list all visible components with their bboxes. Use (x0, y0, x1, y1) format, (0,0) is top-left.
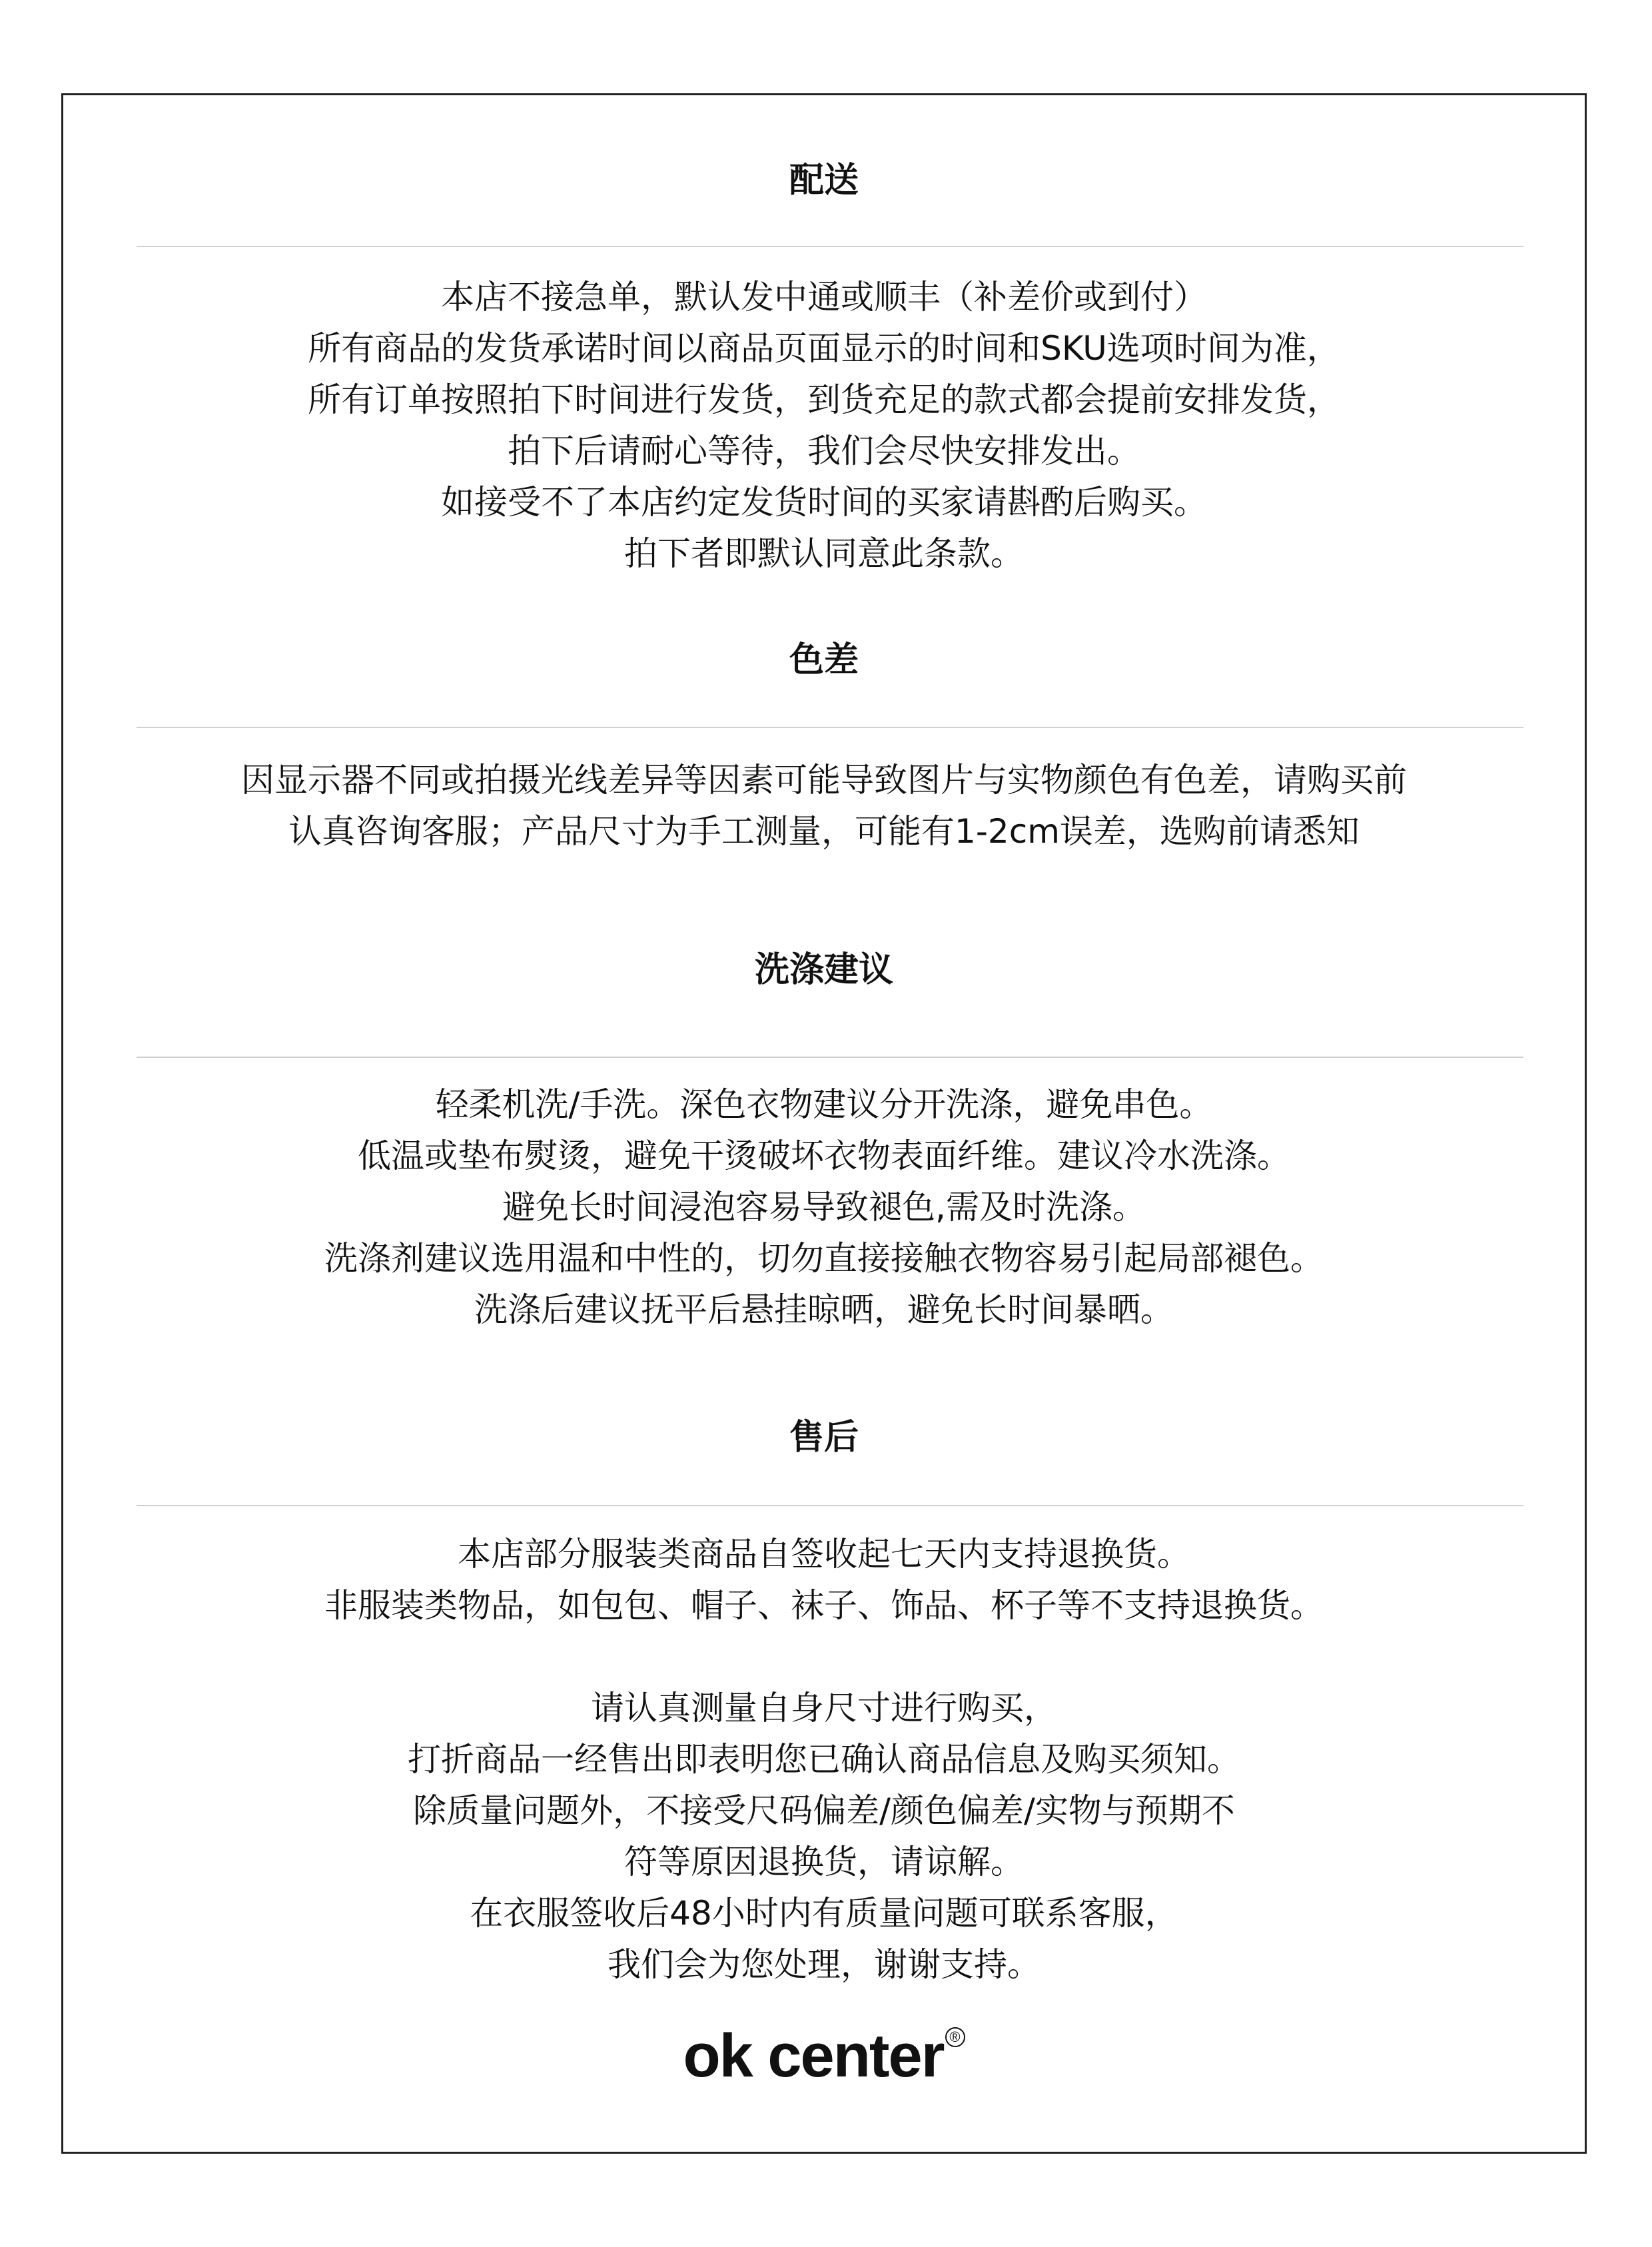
text-line: 我们会为您处理，谢谢支持。 (608, 1945, 1040, 1984)
text-line: 拍下者即默认同意此条款。 (624, 534, 1024, 573)
text-line: 如接受不了本店约定发货时间的买家请斟酌后购买。 (441, 483, 1207, 522)
text-line: 认真咨询客服；产品尺寸为手工测量，可能有1-2cm误差，选购前请悉知 (288, 812, 1360, 851)
section-title: 配送 (789, 161, 859, 201)
notice-frame (61, 93, 1587, 2154)
divider (137, 246, 1523, 247)
divider (137, 1505, 1523, 1506)
text-line: 打折商品一经售出即表明您已确认商品信息及购买须知。 (408, 1740, 1240, 1779)
divider (137, 727, 1523, 728)
divider (137, 1057, 1523, 1058)
logo-text: ok center (683, 2022, 944, 2090)
section-title: 售后 (789, 1418, 859, 1458)
section-shipping (63, 161, 1585, 201)
registered-mark-icon: ® (945, 2027, 965, 2047)
section-washing (63, 950, 1585, 990)
text-line: 本店不接急单，默认发中通或顺丰（补差价或到付） (441, 278, 1207, 316)
text-line: 洗涤后建议抚平后悬挂晾晒，避免长时间暴晒。 (474, 1290, 1174, 1329)
text-line: 符等原因退换货，请谅解。 (624, 1843, 1024, 1881)
brand-logo (63, 2022, 1585, 2089)
section-title: 色差 (789, 640, 859, 680)
section-color-difference (63, 640, 1585, 680)
text-line: 在衣服签收后48小时内有质量问题可联系客服， (470, 1894, 1178, 1933)
text-line: 低温或垫布熨烫，避免干烫破坏衣物表面纤维。建议冷水洗涤。 (358, 1136, 1290, 1175)
shipping-text (63, 272, 1585, 580)
text-line: 除质量问题外，不接受尺码偏差/颜色偏差/实物与预期不 (413, 1791, 1235, 1830)
text-line: 所有商品的发货承诺时间以商品页面显示的时间和SKU选项时间为准， (308, 329, 1340, 368)
section-after-sales (63, 1418, 1585, 1458)
text-line: 拍下后请耐心等待，我们会尽快安排发出。 (508, 432, 1140, 470)
after-sales-text (63, 1529, 1585, 1991)
color-difference-text (63, 755, 1585, 857)
text-line: 洗涤剂建议选用温和中性的，切勿直接接触衣物容易引起局部褪色。 (324, 1239, 1324, 1278)
text-line: 所有订单按照拍下时间进行发货，到货充足的款式都会提前安排发货， (308, 380, 1340, 419)
washing-text (63, 1079, 1585, 1336)
text-line: 非服装类物品，如包包、帽子、袜子、饰品、杯子等不支持退换货。 (324, 1586, 1324, 1625)
section-title: 洗涤建议 (754, 950, 893, 990)
text-line: 请认真测量自身尺寸进行购买， (591, 1689, 1057, 1727)
text-line: 本店部分服装类商品自签收起七天内支持退换货。 (458, 1535, 1190, 1573)
blank-line (63, 1631, 1585, 1683)
text-line: 避免长时间浸泡容易导致褪色,需及时洗涤。 (502, 1188, 1146, 1226)
text-line: 轻柔机洗/手洗。深色衣物建议分开洗涤，避免串色。 (435, 1085, 1213, 1124)
text-line: 因显示器不同或拍摄光线差异等因素可能导致图片与实物颜色有色差，请购买前 (241, 761, 1407, 799)
